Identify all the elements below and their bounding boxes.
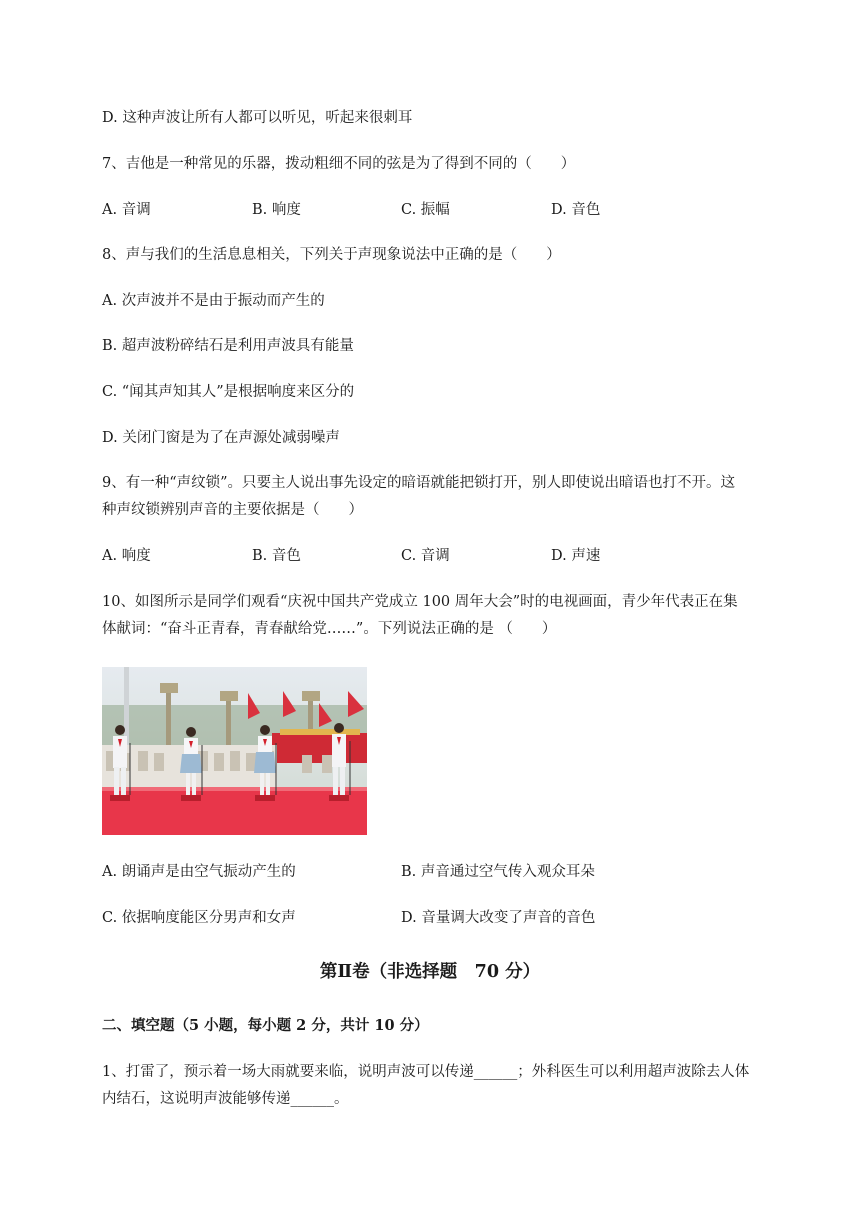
ceremony-photo: [102, 667, 367, 835]
section-heading: 二、填空题（5 小题，每小题 2 分，共计 10 分）: [102, 1017, 429, 1034]
q7-option-d: D. 音色: [551, 202, 601, 218]
q7-stem: 7、吉他是一种常见的乐器，拨动粗细不同的弦是为了得到不同的（ ）: [102, 156, 576, 172]
q9-option-a: A. 响度: [102, 548, 151, 564]
q7-option-c: C. 振幅: [401, 202, 450, 218]
q10-option-c: C. 依据响度能区分男声和女声: [102, 910, 296, 926]
fill-q1-line1: 1、打雷了，预示着一场大雨就要来临，说明声波可以传递______；外科医生可以利用超声波除去人体: [102, 1064, 750, 1080]
q8-option-a: A. 次声波并不是由于振动而产生的: [102, 293, 325, 309]
q9-stem-line1: 9、有一种“声纹锁”。只要主人说出事先设定的暗语就能把锁打开，别人即使说出暗语也打不开。这: [102, 475, 736, 491]
q9-option-b: B. 音色: [252, 548, 301, 564]
q10-option-a: A. 朗诵声是由空气振动产生的: [102, 864, 296, 880]
fill-q1-line2: 内结石，这说明声波能够传递______。: [102, 1091, 349, 1107]
q7-option-b: B. 响度: [252, 202, 301, 218]
q8-option-d: D. 关闭门窗是为了在声源处减弱噪声: [102, 430, 340, 446]
q8-option-b: B. 超声波粉碎结石是利用声波具有能量: [102, 338, 354, 354]
q10-option-b: B. 声音通过空气传入观众耳朵: [401, 864, 595, 880]
q10-stem-line1: 10、如图所示是同学们观看“庆祝中国共产党成立 100 周年大会”时的电视画面，青少年代表正在集: [102, 594, 738, 610]
q8-stem: 8、声与我们的生活息息相关，下列关于声现象说法中正确的是（ ）: [102, 247, 561, 263]
q9-option-d: D. 声速: [551, 548, 601, 564]
q8-option-c: C. “闻其声知其人”是根据响度来区分的: [102, 384, 355, 400]
q10-stem-line2: 体献词：“奋斗正青春，青春献给党……”。下列说法正确的是 （ ）: [102, 621, 557, 637]
q9-stem-line2: 种声纹锁辨别声音的主要依据是（ ）: [102, 502, 363, 518]
part2-title: 第Ⅱ卷（非选择题 70 分）: [319, 962, 541, 982]
q6-option-d: D. 这种声波让所有人都可以听见，听起来很刺耳: [102, 110, 413, 126]
q9-option-c: C. 音调: [401, 548, 450, 564]
q10-option-d: D. 音量调大改变了声音的音色: [401, 910, 596, 926]
q7-option-a: A. 音调: [102, 202, 151, 218]
